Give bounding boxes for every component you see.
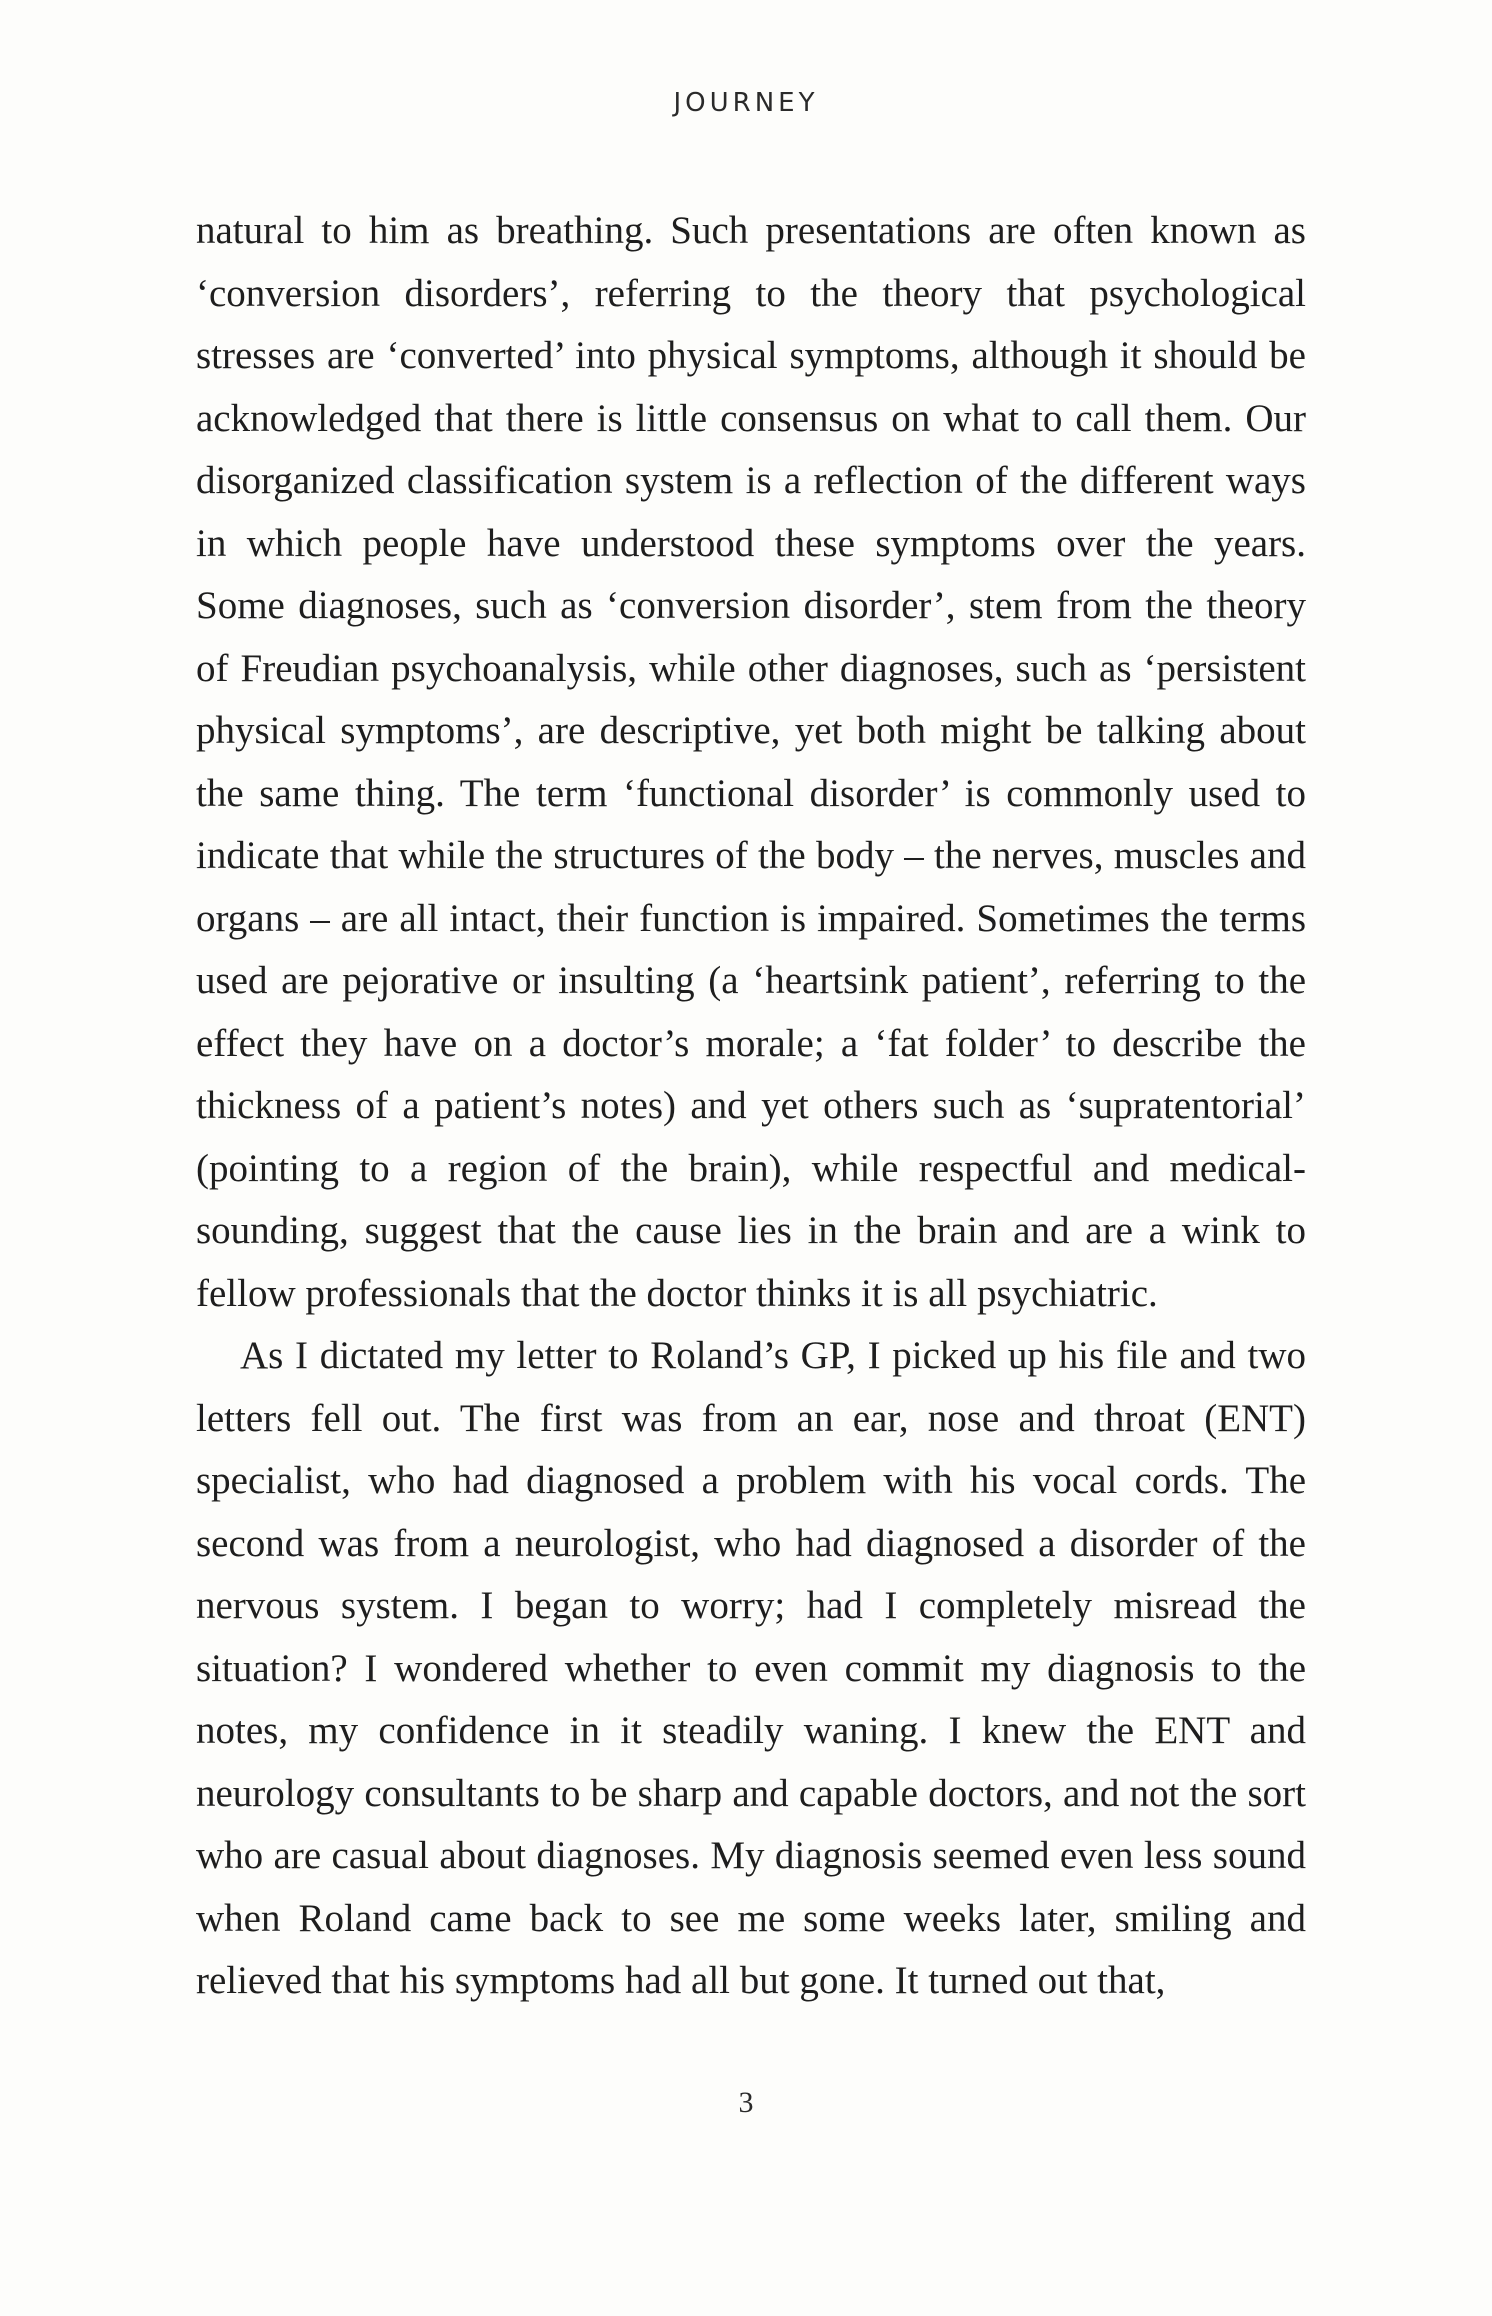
paragraph: natural to him as breathing. Such presentations are often known as ‘conversion disorders’, referring to the theory that psychological stresses are ‘converted’ into physical symptoms, although it should be acknowledged that there is little consensus on what to call them. Our disorganized classification system is a reflection of the different ways in which people have understood these symptoms over the years. Some diagnoses, such as ‘conversion disorder’, stem from the theory of Freudian psychoanalysis, while other diagnoses, such as ‘persistent physical symptoms’, are descriptive, yet both might be talking about the same thing. The term ‘functional disorder’ is commonly used to indicate that while the structures of the body – the nerves, muscles and organs – are all intact, their function is impaired. Sometimes the terms used are pejorative or insulting (a ‘heartsink patient’, referring to the effect they have on a doctor’s morale; a ‘fat folder’ to describe the thickness of a patient’s notes) and yet others such as ‘supratentorial’ (pointing to a region of the brain), while respectful and medical-sounding, suggest that the cause lies in the brain and are a wink to fellow professionals that the doctor thinks it is all psychiatric.: [196, 209, 1306, 1315]
page-number: 3: [738, 2086, 754, 2119]
paragraph: As I dictated my letter to Roland’s GP, I picked up his file and two letters fell out. The first was from an ear, nose and throat (ENT) specialist, who had diagnosed a problem with his vocal cords. The second was from a neurologist, who had diagnosed a disorder of the nervous system. I began to worry; had I completely misread the situation? I wondered whether to even commit my diagnosis to the notes, my confidence in it steadily waning. I knew the ENT and neurology consultants to be sharp and capable doctors, and not the sort who are casual about diagnoses. My diagnosis seemed even less sound when Roland came back to see me some weeks later, smiling and relieved that his symptoms had all but gone. It turned out that,: [196, 1334, 1306, 2002]
body-text: [196, 200, 1306, 2013]
running-head: JOURNEY: [673, 88, 819, 118]
